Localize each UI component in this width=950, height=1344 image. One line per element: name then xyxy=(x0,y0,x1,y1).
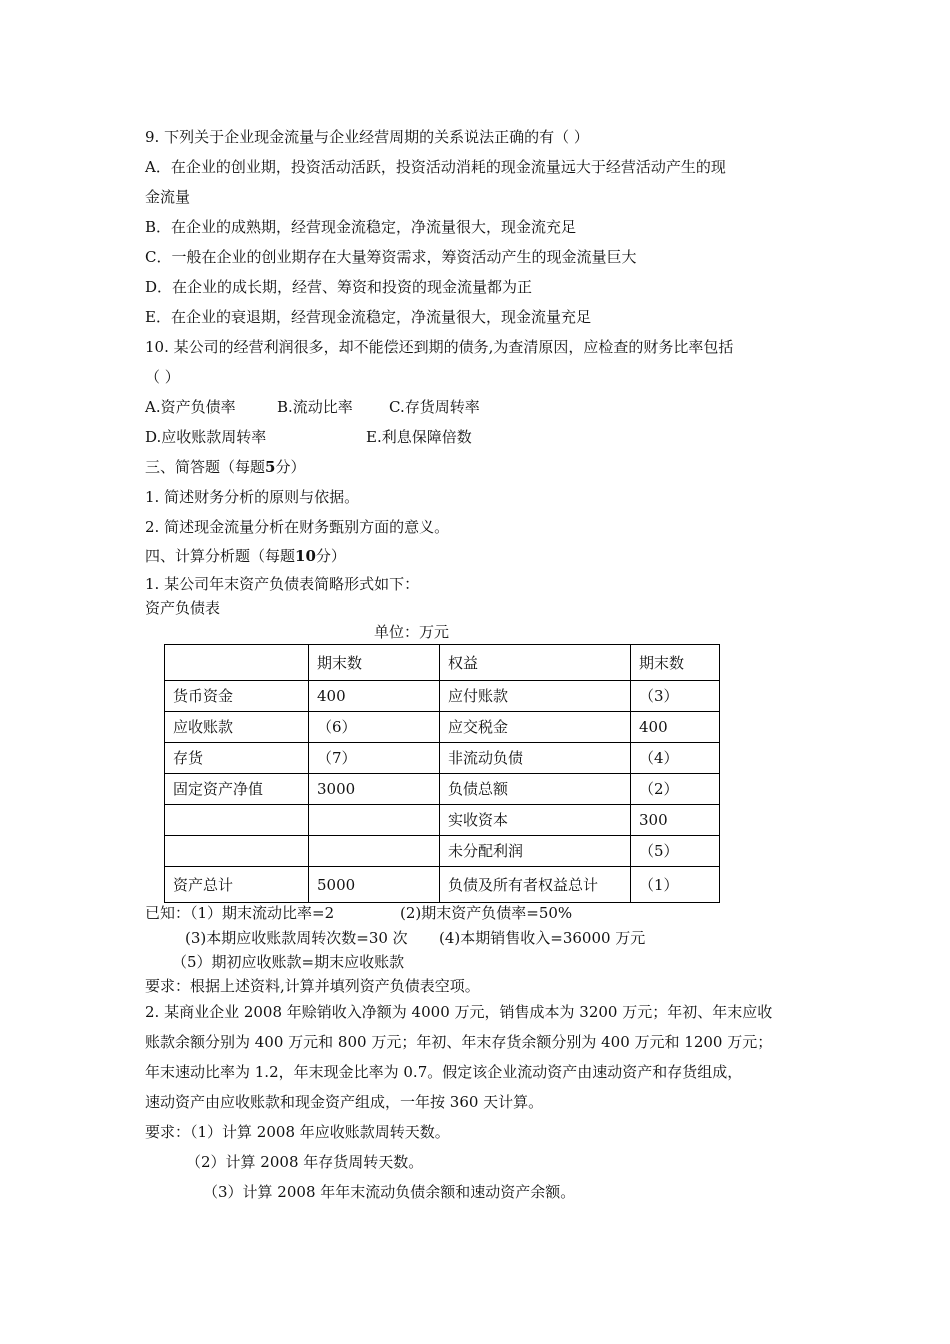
table-cell: （5） xyxy=(631,836,720,867)
table-cell: 资产总计 xyxy=(165,867,309,903)
short-answer-q1: 1. 简述财务分析的原则与依据。 xyxy=(145,488,360,506)
table-cell: （7） xyxy=(309,743,440,774)
calc-q2-line: 账款余额分别为 400 万元和 800 万元；年初、年末存货余额分别为 400 万元和 1200 万元； xyxy=(145,1033,773,1051)
table-row xyxy=(165,774,720,805)
table-cell: （6） xyxy=(309,712,440,743)
table-cell xyxy=(309,836,440,867)
table-cell: 非流动负债 xyxy=(440,743,631,774)
table-header-cell: 权益 xyxy=(440,645,631,681)
table-cell: 400 xyxy=(309,681,440,712)
calc-q2-line: 速动资产由应收账款和现金资产组成，一年按 360 天计算。 xyxy=(145,1093,544,1111)
calc-q1-requirement: 要求：根据上述资料,计算并填列资产负债表空项。 xyxy=(145,977,480,995)
table-cell: 应付账款 xyxy=(440,681,631,712)
table-row xyxy=(165,805,720,836)
q10-option-b: B.流动比率 xyxy=(277,398,353,416)
table-cell: 负债及所有者权益总计 xyxy=(440,867,631,903)
table-cell: 5000 xyxy=(309,867,440,903)
q9-option-a: A．在企业的创业期，投资活动活跃，投资活动消耗的现金流量远大于经营活动产生的现 xyxy=(145,158,726,176)
known-condition-5: （5）期初应收账款=期末应收账款 xyxy=(172,953,405,971)
calc-q2-line: 年末速动比率为 1.2，年末现金比率为 0.7。假定该企业流动资产由速动资产和存货组成， xyxy=(145,1063,743,1081)
table-cell: （4） xyxy=(631,743,720,774)
q10-stem: 10. 某公司的经营利润很多，却不能偿还到期的债务,为查清原因，应检查的财务比率包括 xyxy=(145,338,734,356)
q9-option-c: C．一般在企业的创业期存在大量筹资需求，筹资活动产生的现金流量巨大 xyxy=(145,248,637,266)
table-header-cell xyxy=(165,645,309,681)
calc-q2-requirement-2: （2）计算 2008 年存货周转天数。 xyxy=(186,1153,424,1171)
table-cell: 实收资本 xyxy=(440,805,631,836)
short-answer-q2: 2. 简述现金流量分析在财务甄别方面的意义。 xyxy=(145,518,450,536)
table-cell xyxy=(309,805,440,836)
table-cell: （1） xyxy=(631,867,720,903)
table-unit: 单位：万元 xyxy=(374,623,450,641)
q9-option-e: E．在企业的衰退期，经营现金流稳定，净流量很大，现金流量充足 xyxy=(145,308,591,326)
table-cell: 400 xyxy=(631,712,720,743)
table-cell: 应收账款 xyxy=(165,712,309,743)
calc-q2-requirement-1: 要求：（1）计算 2008 年应收账款周转天数。 xyxy=(145,1123,450,1141)
table-title: 资产负债表 xyxy=(145,599,221,617)
known-condition-2: (2)期末资产负债率=50% xyxy=(400,904,573,922)
balance-sheet-table xyxy=(164,644,720,903)
table-header-cell: 期末数 xyxy=(309,645,440,681)
table-cell: （3） xyxy=(631,681,720,712)
q10-option-d: D.应收账款周转率 xyxy=(145,428,267,446)
table-row xyxy=(165,681,720,712)
table-row xyxy=(165,712,720,743)
table-cell xyxy=(165,805,309,836)
section-4-heading: 四、计算分析题（每题10分） xyxy=(145,547,346,565)
table-cell: 货币资金 xyxy=(165,681,309,712)
table-cell: 应交税金 xyxy=(440,712,631,743)
table-row xyxy=(165,867,720,903)
known-condition-4: (4)本期销售收入=36000 万元 xyxy=(439,929,646,947)
table-cell: 300 xyxy=(631,805,720,836)
calc-q2-line: 2. 某商业企业 2008 年赊销收入净额为 4000 万元，销售成本为 3200 万元；年初、年末应收 xyxy=(145,1003,773,1021)
q10-option-e: E.利息保障倍数 xyxy=(366,428,472,446)
known-condition-3: (3)本期应收账款周转次数=30 次 xyxy=(185,929,408,947)
q10-stem-cont: （ ） xyxy=(145,368,180,386)
table-cell: 存货 xyxy=(165,743,309,774)
known-condition-1: 已知：（1）期末流动比率=2 xyxy=(145,904,335,922)
calc-q1-stem: 1. 某公司年末资产负债表简略形式如下： xyxy=(145,575,420,593)
q9-option-a-cont: 金流量 xyxy=(145,188,191,206)
table-header-row xyxy=(165,645,720,681)
table-cell xyxy=(165,836,309,867)
table-row xyxy=(165,836,720,867)
calc-q2-requirement-3: （3）计算 2008 年年末流动负债余额和速动资产余额。 xyxy=(203,1183,576,1201)
table-cell: 3000 xyxy=(309,774,440,805)
section-3-heading: 三、简答题（每题5分） xyxy=(145,458,306,476)
table-cell: 固定资产净值 xyxy=(165,774,309,805)
table-cell: 负债总额 xyxy=(440,774,631,805)
table-header-cell: 期末数 xyxy=(631,645,720,681)
table-cell: 未分配利润 xyxy=(440,836,631,867)
table-row xyxy=(165,743,720,774)
q9-option-b: B．在企业的成熟期，经营现金流稳定，净流量很大，现金流充足 xyxy=(145,218,577,236)
table-cell: （2） xyxy=(631,774,720,805)
q10-option-c: C.存货周转率 xyxy=(389,398,480,416)
q9-option-d: D．在企业的成长期，经营、筹资和投资的现金流量都为正 xyxy=(145,278,533,296)
q9-stem: 9. 下列关于企业现金流量与企业经营周期的关系说法正确的有（ ） xyxy=(145,128,589,146)
q10-option-a: A.资产负债率 xyxy=(145,398,236,416)
